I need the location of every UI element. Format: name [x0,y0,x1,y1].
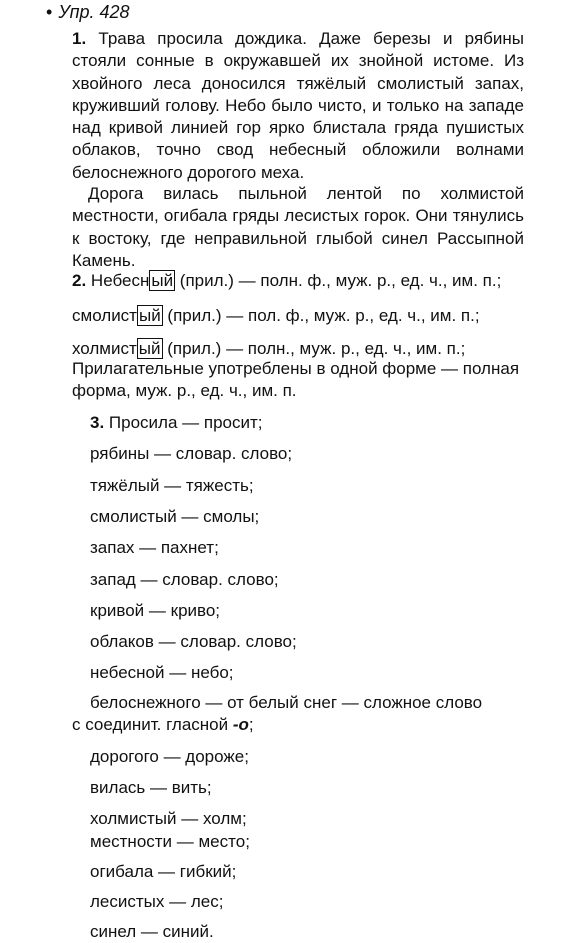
exercise-header [46,2,130,23]
morph-row [72,338,465,360]
part2-number: 2. [72,271,87,290]
list-item: небесной — небо; [90,663,234,682]
list-item: белоснежного — от белый снег — сложное слово [90,693,483,712]
morph-desc: (прил.) — полн. ф., муж. р., ед. ч., им. п.; [175,271,502,290]
morph-row [72,305,480,327]
list-item: кривой — криво; [90,601,221,620]
list-item-continuation: с соединит. гласной -о; [72,715,254,734]
list-item: запах — пахнет; [90,538,219,557]
part2-summary [72,358,524,402]
list-item: дорогого — дороже; [90,747,249,766]
list-item: огибала — гибкий; [90,862,237,881]
exercise-title: Упр. 428 [58,2,130,22]
list-item: вилась — вить; [90,778,212,797]
bullet-icon: • [46,2,53,22]
part1-text1: Трава просила дождика. Даже березы и рябины стояли сонные в окружавшей их знойной истоме. Из хвойного леса доносился тяжёлый смолистый запах, круживший голову. Небо было чисто, и только на западе над кривой линией гор ярко блистала гряда пушистых облаков, точно свод небесный обложили волнами белоснежного дорогого меха. [72,29,524,182]
part1-number: 1. [72,29,87,48]
part1-paragraph1 [72,28,524,184]
morph-desc: (прил.) — пол. ф., муж. р., ед. ч., им. п.; [162,306,480,325]
ending-box: ый [151,271,174,290]
list-item: облаков — словар. слово; [90,632,297,651]
list-item: рябины — словар. слово; [90,444,293,463]
part3-number: 3. [90,413,105,432]
list-item: лесистых — лес; [90,892,224,911]
list-item: холмистый — холм; [90,809,247,828]
ending-box: ый [138,306,161,325]
ending-box: ый [138,339,161,358]
part1-paragraph2 [72,183,524,272]
list-item: 3. Просила — просит; [90,413,263,432]
list-item: местности — место; [90,832,250,851]
list-item: запад — словар. слово; [90,570,279,589]
word-stem: холмист [72,339,137,358]
part1-text2: Дорога вилась пыльной лентой по холмистой местности, огибала гряды лесистых горок. Они тянулись к востоку, где неправильной глыбой синел Рассыпной Камень. [72,184,524,270]
morph-desc: (прил.) — полн., муж. р., ед. ч., им. п.; [162,339,466,358]
word-stem: смолист [72,306,137,325]
list-item: синел — синий. [90,922,214,941]
word-stem: Небесн [90,271,150,290]
list-item: тяжёлый — тяжесть; [90,476,254,495]
list-item: смолистый — смолы; [90,507,260,526]
summary-text: Прилагательные употреблены в одной форме — полная форма, муж. р., ед. ч., им. п. [72,359,520,400]
morph-row [72,270,501,292]
